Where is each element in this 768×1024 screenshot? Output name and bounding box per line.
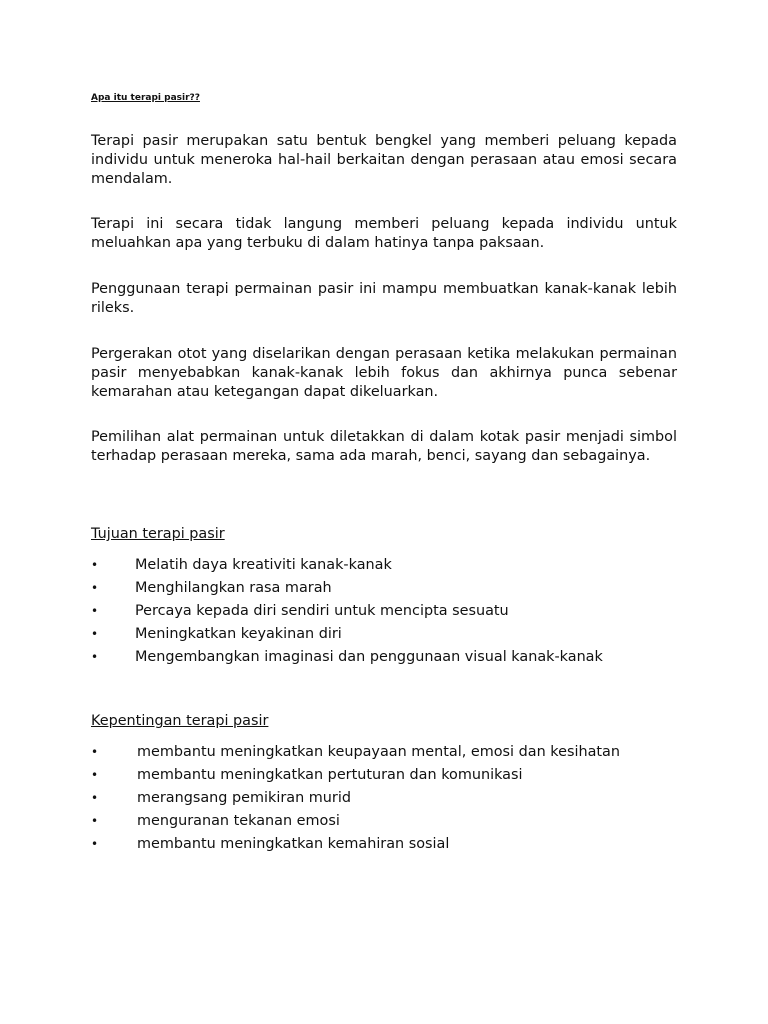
bullet-icon: • [91,837,99,851]
list-item [91,789,691,812]
bullet-icon: • [91,627,99,641]
list-item-text: Menghilangkan rasa marah [135,580,332,596]
document-title: Apa itu terapi pasir?? [91,93,200,103]
bullet-icon: • [91,604,99,618]
list-item-text: Melatih daya kreativiti kanak-kanak [135,557,392,573]
list-item [91,835,691,858]
kepentingan-list [91,743,691,858]
section-heading-kepentingan: Kepentingan terapi pasir [91,713,269,729]
bullet-icon: • [91,558,99,572]
list-item-text: Mengembangkan imaginasi dan penggunaan visual kanak-kanak [135,649,603,665]
list-item-text: menguranan tekanan emosi [137,813,340,829]
paragraph-3: Penggunaan terapi permainan pasir ini mampu membuatkan kanak-kanak lebih rileks. [91,281,677,316]
bullet-icon: • [91,581,99,595]
list-item [91,766,691,789]
section-heading-tujuan: Tujuan terapi pasir [91,526,225,542]
list-item [91,812,691,835]
list-item [91,743,691,766]
tujuan-list [91,556,691,671]
bullet-icon: • [91,745,99,759]
list-item-text: membantu meningkatkan keupayaan mental, emosi dan kesihatan [137,744,620,760]
list-item [91,625,691,648]
list-item [91,648,691,671]
list-item [91,579,691,602]
list-item-text: Meningkatkan keyakinan diri [135,626,342,642]
paragraph-5: Pemilihan alat permainan untuk diletakkan di dalam kotak pasir menjadi simbol terhadap perasaan mereka, sama ada marah, benci, sayang dan sebagainya. [91,429,677,464]
list-item-text: membantu meningkatkan pertuturan dan komunikasi [137,767,523,783]
bullet-icon: • [91,650,99,664]
list-item [91,602,691,625]
paragraph-2: Terapi ini secara tidak langung memberi peluang kepada individu untuk meluahkan apa yang terbuku di dalam hatinya tanpa paksaan. [91,216,677,251]
paragraph-4: Pergerakan otot yang diselarikan dengan perasaan ketika melakukan permainan pasir menyebabkan kanak-kanak lebih fokus dan akhirnya punca sebenar kemarahan atau ketegangan dapat dikeluarkan. [91,346,677,400]
bullet-icon: • [91,768,99,782]
list-item [91,556,691,579]
bullet-icon: • [91,814,99,828]
paragraph-1: Terapi pasir merupakan satu bentuk bengkel yang memberi peluang kepada individu untuk meneroka hal-hail berkaitan dengan perasaan atau emosi secara mendalam. [91,133,677,187]
list-item-text: merangsang pemikiran murid [137,790,351,806]
list-item-text: Percaya kepada diri sendiri untuk mencipta sesuatu [135,603,509,619]
list-item-text: membantu meningkatkan kemahiran sosial [137,836,450,852]
bullet-icon: • [91,791,99,805]
